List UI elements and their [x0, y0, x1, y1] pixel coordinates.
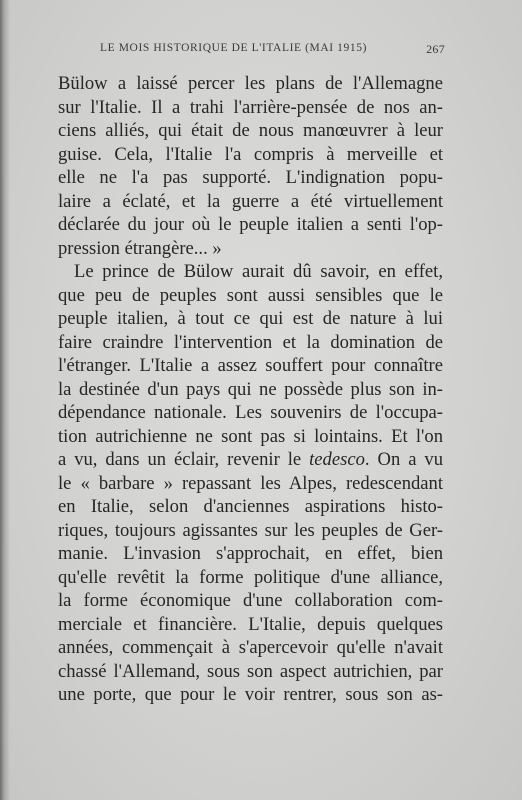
body-text [58, 72, 443, 707]
text-line: la forme économique d'une collaboration com- [58, 590, 443, 611]
text-line: une porte, que pour le voir rentrer, sous son as- [58, 684, 443, 705]
text-line: sur l'Italie. Il a trahi l'arrière-pensée de nos an- [58, 96, 443, 118]
text-line: en Italie, selon d'anciennes aspirations histo- [58, 496, 443, 517]
text-line: ciens alliés, qui était de nous manœuvrer à leur [58, 120, 443, 141]
text-line: années, commençait à s'apercevoir qu'elle n'avait [58, 637, 443, 658]
paragraph-1 [58, 72, 443, 260]
text-line: pression étrangère... » [58, 237, 222, 259]
text-line-start: a vu, dans un éclair, revenir le [58, 449, 302, 470]
text-line: l'étranger. L'Italie a assez souffert pour connaître [58, 355, 443, 376]
text-line: que peu de peuples sont aussi sensibles que le [58, 284, 443, 306]
text-line-with-italic [58, 448, 443, 472]
text-line-end: . On a vu [364, 449, 443, 470]
text-line: manie. L'invasion s'approchait, en effet, bien [58, 543, 443, 564]
italic-word: tedesco [309, 449, 365, 470]
text-line: Bülow a laissé percer les plans de l'Allemagne [58, 73, 443, 94]
page-gutter-shadow [0, 0, 10, 800]
text-line: déclarée du jour où le peuple italien a senti l'op- [58, 214, 443, 235]
text-line: riques, toujours agissantes sur les peuples de Ger- [58, 519, 443, 541]
running-header [100, 42, 445, 58]
text-line: Le prince de Bülow aurait dû savoir, en effet, [74, 261, 443, 282]
running-title: LE MOIS HISTORIQUE DE L'ITALIE (MAI 1915) [100, 42, 368, 54]
text-line: elle ne l'a pas supporté. L'indignation popu- [58, 167, 443, 188]
text-line: chassé l'Allemand, sous son aspect autrichien, par [58, 660, 443, 682]
page-number: 267 [426, 42, 445, 56]
text-line: guise. Cela, l'Italie l'a compris à merveille et [58, 143, 443, 165]
text-line: la destinée d'un pays qui ne possède plus son in- [58, 378, 443, 400]
text-line: le « barbare » repassant les Alpes, redescendant [58, 472, 443, 494]
text-line: laire a éclaté, et la guerre a été virtuellement [58, 190, 443, 212]
text-line: faire craindre l'intervention et la domination de [58, 331, 443, 353]
text-line: tion autrichienne ne sont pas si lointains. Et l'on [58, 425, 443, 447]
text-line: dépendance nationale. Les souvenirs de l'occupa- [58, 402, 443, 423]
text-line: qu'elle revêtit la forme politique d'une alliance, [58, 566, 443, 588]
text-line: peuple italien, à tout ce qui est de nature à lui [58, 308, 443, 329]
paragraph-2 [58, 260, 443, 707]
text-line: merciale et financière. L'Italie, depuis quelques [58, 613, 443, 635]
